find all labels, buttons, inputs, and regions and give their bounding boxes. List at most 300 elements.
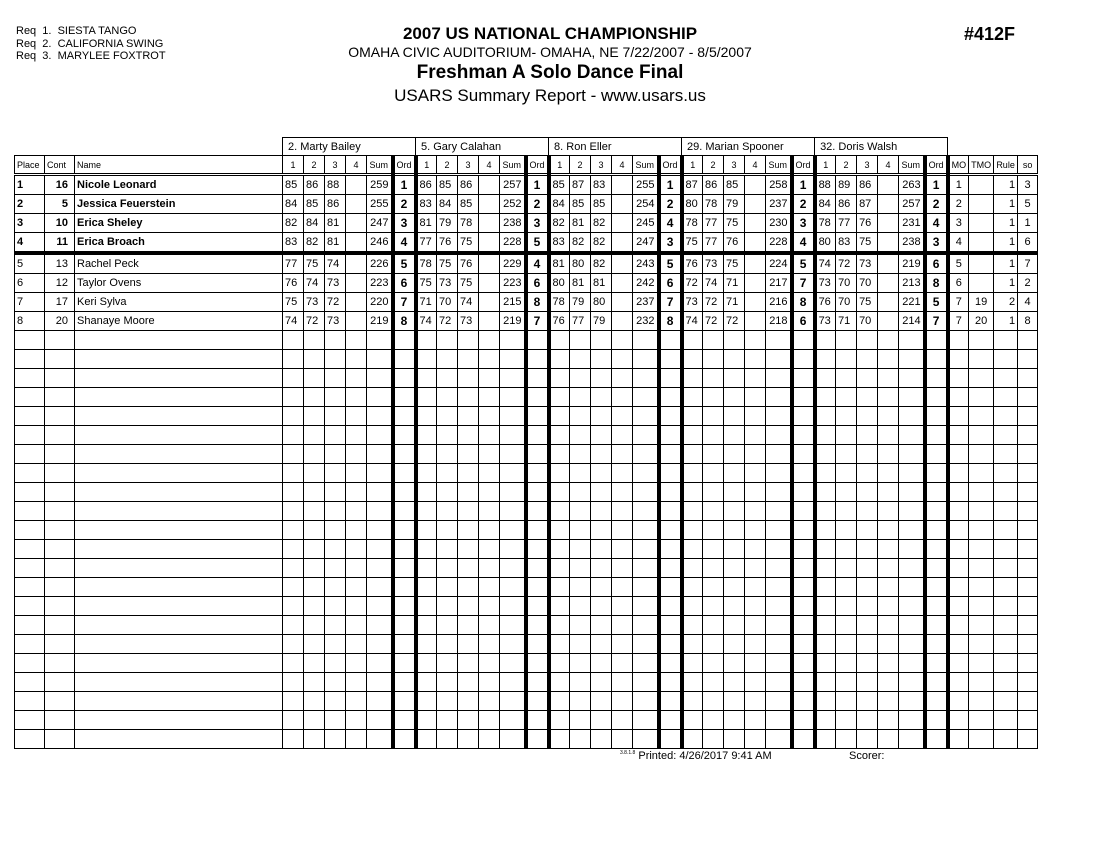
score-3 [325,445,346,464]
header-place: Place [15,156,45,175]
score-4 [479,464,500,483]
score-4 [745,233,766,254]
requirement-3: Req 3. MARYLEE FOXTROT [16,50,166,62]
score-sum: 247 [367,214,393,233]
score-sum [367,331,393,350]
score-2 [703,502,724,521]
score-sum: 216 [766,293,792,312]
rule-cell [994,331,1018,350]
score-1 [549,540,570,559]
score-1 [283,711,304,730]
skater-name [75,483,283,502]
score-3: 82 [591,253,612,274]
score-4 [612,635,633,654]
place-cell: 8 [15,312,45,331]
score-1 [416,540,437,559]
ordinal [792,730,815,749]
score-3 [724,445,745,464]
score-sum [633,369,659,388]
score-4 [479,711,500,730]
score-4 [612,559,633,578]
score-sum: 217 [766,274,792,293]
score-2 [304,559,325,578]
score-sum [899,540,925,559]
score-4 [479,654,500,673]
score-2: 72 [304,312,325,331]
score-sum [766,483,792,502]
score-sum: 232 [633,312,659,331]
score-2 [570,369,591,388]
score-1: 88 [815,175,836,195]
score-sum [633,464,659,483]
score-1 [549,483,570,502]
score-3: 79 [724,195,745,214]
score-1 [549,445,570,464]
score-sum [766,559,792,578]
score-sum [633,350,659,369]
score-1 [416,578,437,597]
score-3 [724,464,745,483]
score-2 [703,559,724,578]
score-4 [479,616,500,635]
so-cell [1018,483,1038,502]
score-2 [570,616,591,635]
score-3 [325,407,346,426]
score-sum: 237 [633,293,659,312]
score-1 [283,540,304,559]
score-1 [815,521,836,540]
ordinal [393,369,416,388]
rule-cell [994,502,1018,521]
score-1 [549,597,570,616]
score-2 [570,407,591,426]
score-3: 85 [458,195,479,214]
score-3 [724,711,745,730]
ordinal [659,711,682,730]
score-2 [304,445,325,464]
score-1 [815,635,836,654]
score-sum [367,521,393,540]
score-sum: 230 [766,214,792,233]
skater-name [75,369,283,388]
score-4 [612,293,633,312]
score-2 [836,369,857,388]
score-sum [633,635,659,654]
score-sum [633,331,659,350]
score-4 [745,214,766,233]
score-2 [304,540,325,559]
ordinal [393,464,416,483]
score-3 [724,502,745,521]
score-3: 73 [325,274,346,293]
score-sum: 219 [367,312,393,331]
ordinal [925,578,948,597]
place-cell: 6 [15,274,45,293]
score-sum [766,578,792,597]
so-cell [1018,426,1038,445]
mo-cell [948,654,969,673]
score-sum [899,502,925,521]
score-3 [325,369,346,388]
place-cell [15,350,45,369]
ordinal: 3 [792,214,815,233]
score-4 [346,293,367,312]
score-1: 81 [549,253,570,274]
place-cell [15,578,45,597]
score-4 [479,597,500,616]
score-1 [815,388,836,407]
score-sum [367,673,393,692]
score-1 [283,350,304,369]
header-score-1: 1 [283,156,304,175]
place-cell [15,692,45,711]
contestant-number [45,540,75,559]
so-cell: 6 [1018,233,1038,254]
header-score-1: 1 [815,156,836,175]
ordinal [526,730,549,749]
header-score-4: 4 [346,156,367,175]
ordinal: 2 [925,195,948,214]
score-2 [437,407,458,426]
score-3: 82 [591,233,612,254]
score-4 [878,274,899,293]
score-1 [549,654,570,673]
score-3 [591,730,612,749]
score-3 [724,597,745,616]
score-3 [325,426,346,445]
score-4 [479,730,500,749]
score-3: 73 [458,312,479,331]
ordinal [925,616,948,635]
tmo-cell [969,388,994,407]
score-4 [878,635,899,654]
score-2 [437,445,458,464]
score-3 [724,388,745,407]
empty-row [15,559,1038,578]
score-2 [437,350,458,369]
score-1 [815,369,836,388]
score-4 [745,274,766,293]
ordinal [526,502,549,521]
score-3: 82 [591,214,612,233]
place-cell: 1 [15,175,45,195]
contestant-number [45,407,75,426]
score-2 [437,540,458,559]
score-4 [745,597,766,616]
mo-cell [948,369,969,388]
score-2 [703,692,724,711]
ordinal [659,483,682,502]
score-2: 72 [703,312,724,331]
header-tmo: TMO [969,156,994,175]
so-cell [1018,464,1038,483]
header-score-3: 3 [724,156,745,175]
judge-5: 32. Doris Walsh [815,138,948,156]
score-4 [878,540,899,559]
score-sum [633,730,659,749]
score-1 [682,654,703,673]
ordinal: 2 [393,195,416,214]
mo-cell [948,540,969,559]
header-score-3: 3 [591,156,612,175]
score-sum [633,540,659,559]
score-4 [878,312,899,331]
score-3 [458,426,479,445]
score-2 [570,502,591,521]
score-1 [682,521,703,540]
ordinal [526,350,549,369]
skater-name [75,426,283,445]
score-3 [591,369,612,388]
score-sum [500,616,526,635]
score-3 [857,578,878,597]
score-1 [682,407,703,426]
score-sum [367,730,393,749]
skater-name [75,445,283,464]
score-sum: 238 [500,214,526,233]
ordinal [526,483,549,502]
score-3 [325,331,346,350]
score-sum [500,521,526,540]
ordinal [526,521,549,540]
score-2 [703,521,724,540]
score-1 [283,616,304,635]
score-sum [899,445,925,464]
place-cell [15,464,45,483]
score-2 [304,388,325,407]
score-3: 75 [724,253,745,274]
score-2 [703,350,724,369]
table-row [15,175,1038,195]
score-2: 86 [304,175,325,195]
rule-cell [994,673,1018,692]
score-2 [836,692,857,711]
skater-name [75,635,283,654]
place-cell [15,483,45,502]
championship-title: 2007 US NATIONAL CHAMPIONSHIP [402,24,698,43]
ordinal [659,559,682,578]
score-1 [682,597,703,616]
score-1 [416,483,437,502]
contestant-number: 13 [45,253,75,274]
skater-name: Jessica Feuerstein [75,195,283,214]
score-1 [416,464,437,483]
score-sum [633,483,659,502]
score-3: 76 [724,233,745,254]
score-3: 73 [857,253,878,274]
score-4 [612,331,633,350]
header-ord: Ord [526,156,549,175]
score-3 [458,464,479,483]
ordinal: 8 [925,274,948,293]
score-4 [612,654,633,673]
score-2 [570,654,591,673]
ordinal [659,426,682,445]
score-sum [899,369,925,388]
score-4 [878,521,899,540]
so-cell [1018,407,1038,426]
tmo-cell [969,195,994,214]
ordinal [393,673,416,692]
score-sum [766,331,792,350]
score-sum: 246 [367,233,393,254]
tmo-cell: 19 [969,293,994,312]
tmo-cell [969,214,994,233]
score-1: 73 [682,293,703,312]
score-1 [283,483,304,502]
score-2 [304,597,325,616]
score-4 [346,616,367,635]
rule-cell [994,445,1018,464]
ordinal [792,331,815,350]
score-sum: 221 [899,293,925,312]
contestant-number [45,483,75,502]
ordinal [659,388,682,407]
score-4 [745,195,766,214]
skater-name [75,521,283,540]
mo-cell [948,730,969,749]
score-1 [682,673,703,692]
contestant-number [45,730,75,749]
score-sum [899,521,925,540]
score-3 [857,388,878,407]
score-sum [500,502,526,521]
ordinal [526,673,549,692]
tmo-cell [969,521,994,540]
ordinal [792,597,815,616]
ordinal: 8 [393,312,416,331]
score-sum [766,616,792,635]
score-3 [724,407,745,426]
score-1 [815,350,836,369]
empty-row [15,483,1038,502]
score-2 [836,730,857,749]
score-2: 74 [304,274,325,293]
score-3 [857,654,878,673]
score-sum [500,331,526,350]
score-3 [458,578,479,597]
score-3 [857,692,878,711]
score-1 [815,483,836,502]
score-3 [591,597,612,616]
mo-cell: 4 [948,233,969,254]
score-sum [500,711,526,730]
score-3 [458,350,479,369]
ordinal [659,654,682,673]
score-sum [766,502,792,521]
score-1 [283,578,304,597]
empty-row [15,692,1038,711]
score-sum [899,350,925,369]
so-cell [1018,730,1038,749]
score-4 [878,654,899,673]
score-2: 75 [437,253,458,274]
score-1 [416,521,437,540]
score-1 [283,521,304,540]
score-2: 75 [304,253,325,274]
score-4 [745,369,766,388]
score-3 [857,464,878,483]
score-3 [857,483,878,502]
tmo-cell [969,540,994,559]
score-4 [479,692,500,711]
score-sum [633,388,659,407]
score-3: 79 [591,312,612,331]
score-2 [570,331,591,350]
score-3: 75 [458,274,479,293]
ordinal [659,521,682,540]
score-sum [633,502,659,521]
score-sum [367,635,393,654]
score-1: 82 [283,214,304,233]
score-2 [304,426,325,445]
score-4 [346,331,367,350]
score-1: 76 [682,253,703,274]
score-3: 81 [325,214,346,233]
ordinal: 5 [925,293,948,312]
score-4 [612,407,633,426]
score-sum [500,673,526,692]
score-sum: 224 [766,253,792,274]
skater-name [75,464,283,483]
score-2 [437,654,458,673]
mo-cell: 7 [948,293,969,312]
header-score-3: 3 [325,156,346,175]
requirements-list [16,25,166,63]
score-3 [325,616,346,635]
skater-name: Taylor Ovens [75,274,283,293]
ordinal: 7 [393,293,416,312]
score-1 [549,692,570,711]
score-2: 85 [437,175,458,195]
empty-row [15,616,1038,635]
score-sum [367,578,393,597]
empty-row [15,426,1038,445]
ordinal [925,426,948,445]
ordinal [792,673,815,692]
score-1 [549,730,570,749]
score-sum: 238 [899,233,925,254]
empty-row [15,502,1038,521]
mo-cell [948,502,969,521]
score-sum: 259 [367,175,393,195]
score-1: 77 [283,253,304,274]
ordinal [393,654,416,673]
ordinal [393,730,416,749]
score-2 [570,711,591,730]
score-2 [836,616,857,635]
ordinal [792,350,815,369]
header-score-2: 2 [437,156,458,175]
ordinal [659,350,682,369]
score-1: 83 [283,233,304,254]
ordinal: 7 [526,312,549,331]
ordinal [792,540,815,559]
ordinal [526,540,549,559]
score-1 [682,559,703,578]
ordinal [659,502,682,521]
score-1 [815,331,836,350]
mo-cell [948,635,969,654]
place-cell [15,597,45,616]
ordinal [526,369,549,388]
score-sum [633,711,659,730]
score-4 [745,483,766,502]
score-4 [745,521,766,540]
mo-cell [948,464,969,483]
contestant-number [45,445,75,464]
mo-cell: 2 [948,195,969,214]
